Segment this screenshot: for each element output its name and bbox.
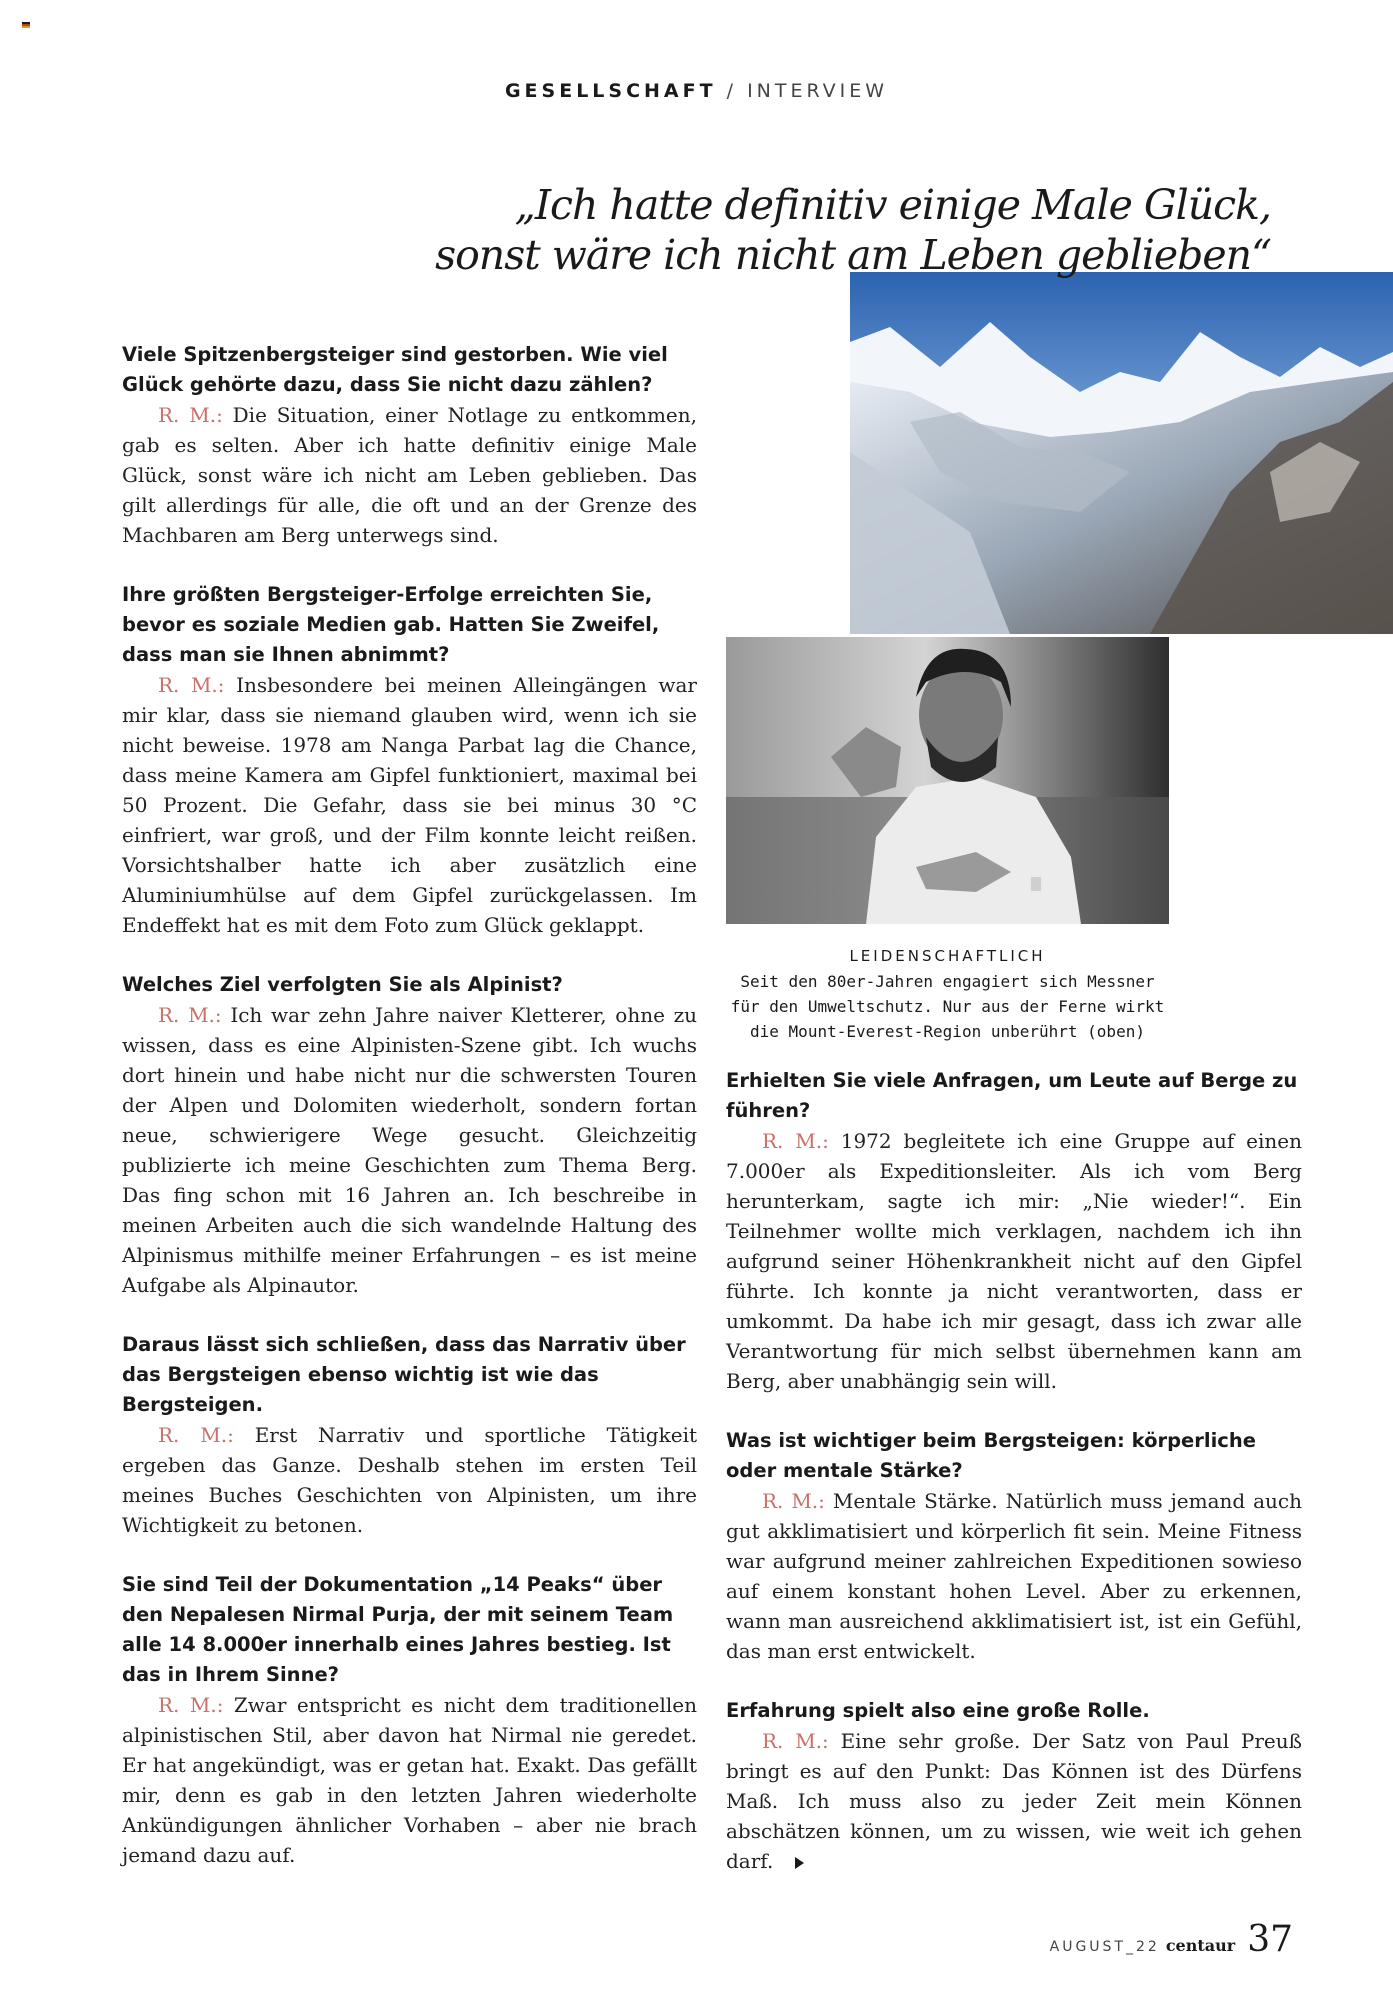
qa-block bbox=[726, 1066, 1302, 1396]
qa-block bbox=[726, 1696, 1302, 1876]
question: Was ist wichtiger beim Bergsteigen: körperliche oder mentale Stärke? bbox=[726, 1429, 1256, 1482]
caption-line: für den Umweltschutz. Nur aus der Ferne wirkt bbox=[730, 997, 1165, 1016]
speaker-label: R. M.: bbox=[158, 673, 225, 697]
answer-text: 1972 begleitete ich eine Gruppe auf einen 7.000er als Expeditionsleiter. Als ich vom Berg herunterkam, sagte ich mir: „Nie wieder!“. Ein Teilnehmer wollte mich verklagen, nachdem ich ihn aufgrund seiner Höhenkrankheit nicht auf den Gipfel führte. Ich konnte ja nicht verantworten, dass er umkommt. Da habe ich mir gesagt, dass ich zwar alle Verantwortung für mich selbst übernehmen kann am Berg, aber unabhängig sein will. bbox=[726, 1129, 1302, 1393]
section-separator: / bbox=[716, 80, 748, 102]
question: Erhielten Sie viele Anfragen, um Leute auf Berge zu führen? bbox=[726, 1069, 1298, 1122]
qa-block bbox=[726, 1426, 1302, 1666]
answer-text: Erst Narrativ und sportliche Tätigkeit ergeben das Ganze. Deshalb stehen im ersten Teil meines Buches Geschichten von Alpinisten, um ihre Wichtigkeit zu betonen. bbox=[122, 1423, 697, 1537]
question: Erfahrung spielt also eine große Rolle. bbox=[726, 1699, 1150, 1722]
mountain-photo bbox=[850, 272, 1393, 634]
speaker-label: R. M.: bbox=[158, 1423, 234, 1447]
qa-block bbox=[122, 580, 697, 940]
issue-label: AUGUST_22 bbox=[1049, 1939, 1160, 1955]
section-header bbox=[0, 80, 1393, 102]
caption-line: Seit den 80er-Jahren engagiert sich Messner bbox=[740, 972, 1155, 991]
right-column bbox=[726, 1066, 1302, 1906]
brand-logo: centaur bbox=[1165, 1936, 1236, 1955]
question: Daraus lässt sich schließen, dass das Narrativ über das Bergsteigen ebenso wichtig ist wie das Bergsteigen. bbox=[122, 1333, 686, 1416]
question: Ihre größten Bergsteiger-Erfolge erreichten Sie, bevor es soziale Medien gab. Hatten Sie Zweifel, dass man sie Ihnen abnimmt? bbox=[122, 583, 660, 666]
headline bbox=[371, 180, 1271, 280]
answer bbox=[726, 1126, 1302, 1396]
headline-line-2: sonst wäre ich nicht am Leben geblieben“ bbox=[435, 231, 1271, 279]
question: Viele Spitzenbergsteiger sind gestorben. Wie viel Glück gehörte dazu, dass Sie nicht dazu zählen? bbox=[122, 343, 668, 396]
subsection-label: INTERVIEW bbox=[747, 80, 889, 102]
headline-line-1: „Ich hatte definitiv einige Male Glück, bbox=[514, 181, 1271, 229]
corner-mark bbox=[22, 22, 30, 28]
page-number: 37 bbox=[1247, 1919, 1293, 1960]
answer bbox=[122, 1420, 697, 1540]
speaker-label: R. M.: bbox=[158, 403, 223, 427]
answer-text: Mentale Stärke. Natürlich muss jemand auch gut akklimatisiert und körperlich fit sein. Meine Fitness war aufgrund meiner zahlreichen Expeditionen sowieso auf einem konstant hohen Level. Aber zu erkennen, wann man ausreichend akklimatisiert ist, ist ein Gefühl, das man erst entwickelt. bbox=[726, 1489, 1303, 1663]
answer-text: Eine sehr große. Der Satz von Paul Preuß bringt es auf den Punkt: Das Können ist des Dürfens Maß. Ich muss also zu jeder Zeit mein Können abschätzen können, um zu wissen, wie weit ich gehen darf. bbox=[726, 1729, 1302, 1873]
answer bbox=[122, 670, 697, 940]
speaker-label: R. M.: bbox=[762, 1129, 829, 1153]
qa-block bbox=[122, 340, 697, 550]
left-column bbox=[122, 340, 697, 1900]
speaker-label: R. M.: bbox=[158, 1693, 224, 1717]
question: Welches Ziel verfolgten Sie als Alpinist? bbox=[122, 973, 563, 996]
question: Sie sind Teil der Dokumentation „14 Peaks“ über den Nepalesen Nirmal Purja, der mit seinem Team alle 14 8.000er innerhalb eines Jahres bestieg. Ist das in Ihrem Sinne? bbox=[122, 1573, 674, 1686]
speaker-label: R. M.: bbox=[158, 1003, 222, 1027]
answer-text: Die Situation, einer Notlage zu entkommen, gab es selten. Aber ich hatte definitiv einige Male Glück, sonst wäre ich nicht am Leben geblieben. Das gilt allerdings für alle, die oft und an der Grenze des Machbaren am Berg unterwegs sind. bbox=[122, 403, 698, 547]
qa-block bbox=[122, 1330, 697, 1540]
answer-text: Insbesondere bei meinen Alleingängen war mir klar, dass sie niemand glauben wird, wenn ich sie nicht beweise. 1978 am Nanga Parbat lag die Chance, dass meine Kamera am Gipfel funktioniert, maximal bei 50 Prozent. Die Gefahr, dass sie bei minus 30 °C einfriert, war groß, und der Film konnte leicht reißen. Vorsichtshalber hatte ich aber zusätzlich eine Aluminiumhülse auf dem Gipfel zurückgelassen. Im Endeffekt hat es mit dem Foto zum Glück geklappt. bbox=[122, 673, 697, 937]
continue-arrow-icon bbox=[795, 1857, 804, 1869]
answer bbox=[726, 1486, 1302, 1666]
caption-title: LEIDENSCHAFTLICH bbox=[849, 947, 1046, 965]
answer bbox=[726, 1726, 1302, 1876]
page-footer bbox=[1050, 1919, 1293, 1960]
qa-block bbox=[122, 970, 697, 1300]
qa-block bbox=[122, 1570, 697, 1870]
answer bbox=[122, 400, 697, 550]
answer bbox=[122, 1000, 697, 1300]
answer bbox=[122, 1690, 697, 1870]
caption-line: die Mount-Everest-Region unberührt (oben) bbox=[750, 1022, 1145, 1041]
speaker-label: R. M.: bbox=[762, 1489, 825, 1513]
answer-text: Zwar entspricht es nicht dem traditionellen alpinistischen Stil, aber davon hat Nirmal nie geredet. Er hat angekündigt, was er getan hat. Exakt. Das gefällt mir, denn es gab in den letzten Jahren wiederholte Ankündigungen ähnlicher Vorhaben – aber nie brach jemand dazu auf. bbox=[122, 1693, 697, 1867]
photo-caption bbox=[726, 944, 1169, 1044]
answer-text: Ich war zehn Jahre naiver Kletterer, ohne zu wissen, dass es eine Alpinisten-Szene gibt. Ich wuchs dort hinein und habe nicht nur die schwersten Touren der Alpen und Dolomiten wiederholt, sondern fortan neue, schwierigere Wege gesucht. Gleichzeitig publizierte ich meine Geschichten zum Thema Berg. Das fing schon mit 16 Jahren an. Ich beschreibe in meinen Arbeiten auch die sich wandelnde Haltung des Alpinismus mithilfe meiner Erfahrungen – es ist meine Aufgabe als Alpinautor. bbox=[122, 1003, 697, 1297]
section-label: GESELLSCHAFT bbox=[504, 80, 717, 102]
portrait-photo bbox=[726, 637, 1169, 924]
speaker-label: R. M.: bbox=[762, 1729, 829, 1753]
